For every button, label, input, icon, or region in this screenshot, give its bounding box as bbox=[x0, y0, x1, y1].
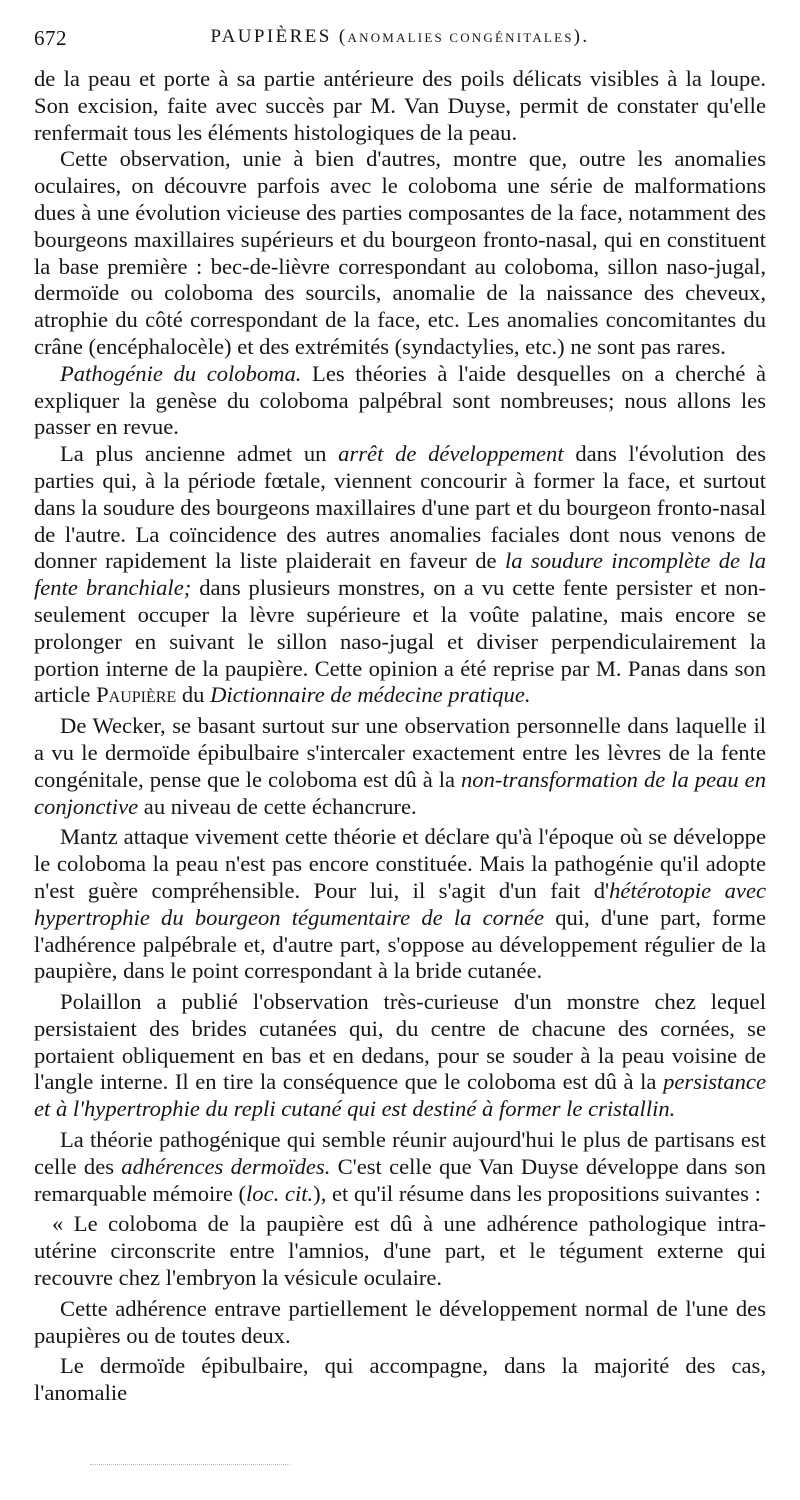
italic-term: adhérences dermoïdes. bbox=[121, 1153, 331, 1179]
paragraph-text: Mantz attaque vivement cette théorie et déclare qu'à l'époque où se développe le coloboma la peau n'est pas encore constituée. Mais la pathogénie qu'il adopte n'est guère compréhensible. Pour lui, il s'agit d'un fait d' bbox=[34, 824, 766, 903]
italic-title: Dictionnaire de médecine pratique. bbox=[210, 682, 531, 708]
italic-term: arrêt de développement bbox=[338, 441, 564, 467]
paragraph-arret-developpement bbox=[34, 441, 766, 709]
running-title-end: ). bbox=[573, 26, 590, 47]
paragraph-text: dans plusieurs monstres, on a vu cette fente persister et non-seulement occuper la lèvre supérieure et la voûte palatine, mais encore se prolonger en suivant le sillon naso-jugal et diviser perpendiculairement la portion interne de la paupière. Cette opinion a été reprise par M. Panas dans son article bbox=[34, 575, 767, 708]
paragraph-text: dans l'évolution des parties qui, à la période fœtale, viennent concourir à former la face, et surtout dans la soudure des bourgeons maxillaires d'une part et du bourgeon fronto-nasal de l'autre. La coïncidence des autres anomalies faciales dont nous venons de donner rapidement la liste plaiderait en faveur de bbox=[34, 441, 767, 574]
paragraph-text: du bbox=[176, 682, 211, 708]
italic-term: non-transformation de la peau en conjonctive bbox=[34, 766, 766, 819]
paragraph-mantz bbox=[34, 824, 766, 985]
paragraph-text: La plus ancienne admet un bbox=[60, 441, 339, 467]
body-text bbox=[34, 66, 766, 1407]
paragraph-text: ), et qu'il résume dans les propositions suivantes : bbox=[313, 1180, 761, 1206]
italic-citation: loc. cit. bbox=[246, 1180, 314, 1206]
paragraph-continued: de la peau et porte à sa partie antérieure des poils délicats visibles à la loupe. Son excision, faite avec succès par M. Van Duyse, permit de constater qu'elle renfermait tous les éléments histologiques de la peau. bbox=[34, 66, 766, 145]
paragraph-text: au niveau de cette échancrure. bbox=[138, 793, 417, 819]
small-caps-term: Paupière bbox=[96, 682, 177, 708]
paragraph-adherences bbox=[34, 1127, 766, 1207]
bottom-print-mark bbox=[90, 1464, 290, 1467]
page-number: 672 bbox=[34, 26, 67, 50]
quoted-proposition-3: Le dermoïde épibulbaire, qui accompagne, dans la majorité des cas, l'anomalie bbox=[34, 1353, 766, 1406]
paragraph-text: qui, d'une part, forme l'adhérence palpébrale et, d'autre part, s'oppose au développement régulier de la paupière, dans le point correspondant à la bride cutanée. bbox=[34, 904, 766, 984]
italic-term: la soudure incomplète de la fente branchiale; bbox=[34, 548, 766, 601]
paragraph-polaillon bbox=[34, 989, 766, 1123]
italic-term: hétérotopie avec hypertrophie du bourgeon tégumentaire de la cornée bbox=[34, 877, 766, 930]
paragraph-text: C'est celle que Van Duyse développe dans son remarquable mémoire ( bbox=[34, 1153, 766, 1206]
paragraph-pathogenie bbox=[34, 361, 766, 441]
quoted-proposition-1: « Le coloboma de la paupière est dû à une adhérence pathologique intra-utérine circonscrite entre l'amnios, d'une part, et le tégument externe qui recouvre chez l'embryon la vésicule oculaire. bbox=[34, 1211, 766, 1291]
paragraph-text: Polaillon a publié l'observation très-curieuse d'un monstre chez lequel persistaient des brides cutanées qui, du centre de chacune des cornées, se portaient obliquement en bas et en dedans, pour se souder à la peau voisine de l'angle interne. Il en tire la conséquence que le coloboma est dû à la bbox=[34, 989, 766, 1095]
paragraph-text: De Wecker, se basant surtout sur une observation personnelle dans laquelle il a vu le dermoïde épibulbaire s'intercaler exactement entre les lèvres de la fente congénitale, pense que le coloboma est dû à la bbox=[34, 713, 766, 792]
italic-term: persistance et à l'hypertrophie du repli cutané qui est destiné à former le cristallin. bbox=[34, 1069, 766, 1122]
section-heading-pathogenie: Pathogénie du coloboma. bbox=[60, 360, 302, 386]
running-title-subtitle: ANOMALIES CONGÉNITALES bbox=[347, 30, 574, 45]
paragraph-de-wecker bbox=[34, 713, 766, 820]
page-header bbox=[34, 26, 766, 56]
running-title-main: PAUPIÈRES ( bbox=[210, 26, 348, 47]
paragraph-text: Les théories à l'aide desquelles on a cherché à expliquer la genèse du coloboma palpébral sont nombreuses; nous allons les passer en revue. bbox=[34, 360, 766, 440]
running-title bbox=[34, 26, 766, 48]
quoted-proposition-2: Cette adhérence entrave partiellement le développement normal de l'une des paupières ou de toutes deux. bbox=[34, 1295, 766, 1348]
paragraph-observation: Cette observation, unie à bien d'autres, montre que, outre les anomalies oculaires, on découvre parfois avec le coloboma une série de malformations dues à une évolution vicieuse des parties composantes de la face, notamment des bourgeons maxillaires supérieurs et du bourgeon fronto-nasal, qui en constituent la base première : bec-de-lièvre correspondant au coloboma, sillon naso-jugal, dermoïde ou coloboma des sourcils, anomalie de la naissance des cheveux, atrophie du côté correspondant de la face, etc. Les anomalies concomitantes du crâne (encéphalocèle) et des extrémités (syndactylies, etc.) ne sont pas rares. bbox=[34, 146, 766, 359]
paragraph-text: La théorie pathogénique qui semble réunir aujourd'hui le plus de partisans est celle des bbox=[34, 1127, 766, 1179]
